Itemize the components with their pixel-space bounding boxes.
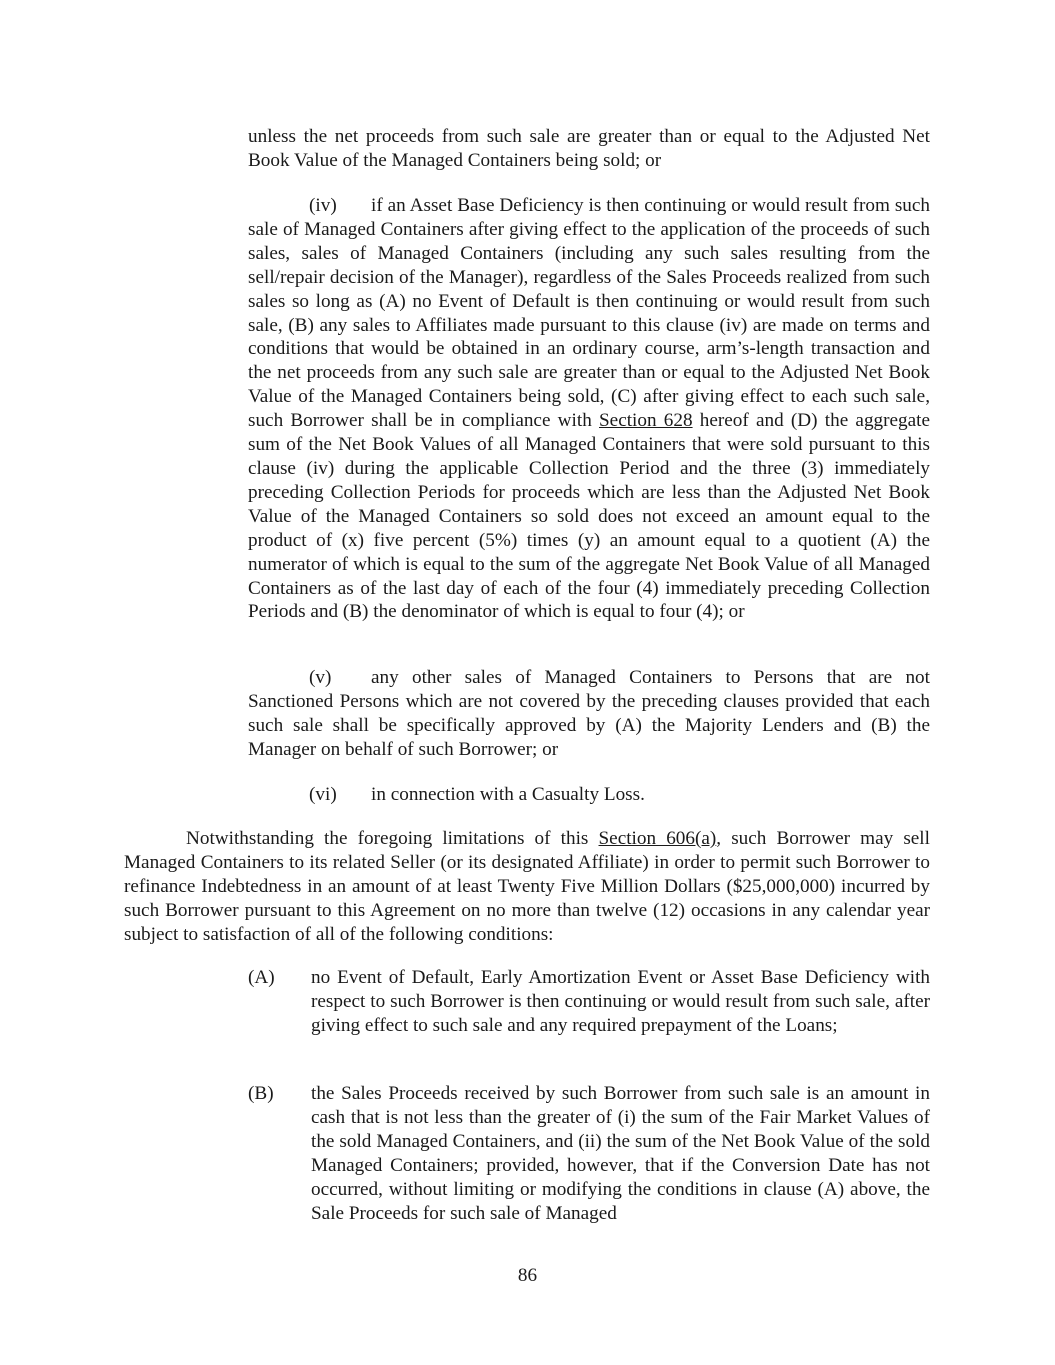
clause-iv-number: (iv): [309, 195, 337, 216]
clause-v: (v) any other sales of Managed Containers to Persons that are not Sanctioned Persons which are not covered by the preceding clauses provided that each such sale shall be specifically approved by (A) the Majority Lenders and (B) the Manager on behalf of such Borrower; or: [248, 667, 930, 760]
notwithstanding-paragraph: Notwithstanding the foregoing limitations of this Section 606(a), such Borrower may sell Managed Containers to its related Seller (or its designated Affiliate) in order to permit such Borrower to refinance Indebtedness in an amount of at least Twenty Five Million Dollars ($25,000,000) incurred by such Borrower pursuant to this Agreement on no more than twelve (12) occasions in any calendar year subject to satisfaction of all of the following conditions:: [124, 828, 930, 945]
section-628-link: Section 628: [599, 410, 693, 432]
clause-vi: (vi) in connection with a Casualty Loss.: [309, 784, 645, 805]
condition-a: [248, 966, 930, 1038]
page-number: 86: [517, 1265, 538, 1286]
condition-b-label: (B): [248, 1083, 274, 1104]
condition-b-text: the Sales Proceeds received by such Borrower from such sale is an amount in cash that is not less than the greater of (i) the sum of the Fair Market Values of the sold Managed Containers, and (ii) the sum of the Net Book Value of the sold Managed Containers; provided, however, that if the Conversion Date has not occurred, without limiting or modifying the conditions in clause (A) above, the Sale Proceeds for such sale of Managed: [311, 1083, 930, 1224]
clause-iv: (iv) if an Asset Base Deficiency is then continuing or would result from such sale of Managed Containers after giving effect to the application of the proceeds of such sales, sales of Managed Containers (including any such sales resulting from the sell/repair decision of the Manager), regardless of the Sales Proceeds realized from such sales so long as (A) no Event of Default is then continuing or would result from such sale, (B) any sales to Affiliates made pursuant to this clause (iv) are made on terms and conditions that would be obtained in an ordinary course, arm’s-length transaction and the net proceeds from any such sale are greater than or equal to the Adjusted Net Book Value of the Managed Containers being sold, (C) after giving effect to each such sale, such Borrower shall be in compliance with Section 628 hereof and (D) the aggregate sum of the Net Book Values of all Managed Containers that were sold pursuant to this clause (iv) during the applicable Collection Period and the three (3) immediately preceding Collection Periods for proceeds which are less than the Adjusted Net Book Value of the Managed Containers so sold does not exceed an amount equal to the product of (x) five percent (5%) times (y) an amount equal to a quotient (A) the numerator of which is equal to the sum of the aggregate Net Book Value of all Managed Containers as of the last day of each of the four (4) immediately preceding Collection Periods and (B) the denominator of which is equal to four (4); or: [248, 195, 930, 623]
condition-a-label: (A): [248, 967, 275, 988]
condition-b: [248, 1082, 930, 1225]
paragraph-continuation: unless the net proceeds from such sale are greater than or equal to the Adjusted Net Book Value of the Managed Containers being sold; or: [248, 126, 930, 171]
condition-a-text: no Event of Default, Early Amortization Event or Asset Base Deficiency with respect to such Borrower is then continuing or would result from such sale, after giving effect to such sale and any required prepayment of the Loans;: [311, 967, 930, 1036]
section-606a-link: Section 606(a): [598, 828, 717, 849]
clause-vi-number: (vi): [309, 784, 337, 805]
clause-v-number: (v): [309, 667, 332, 688]
